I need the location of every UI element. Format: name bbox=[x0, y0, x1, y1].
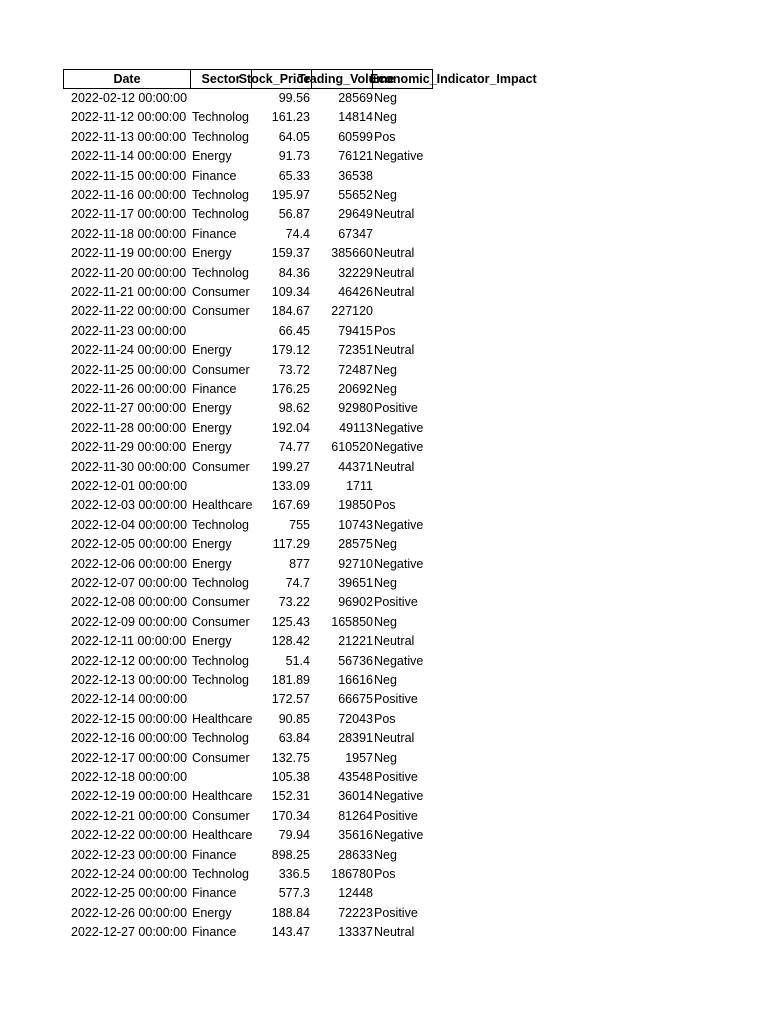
header-trading-volume[interactable]: Trading_Volume bbox=[311, 69, 373, 89]
cell-trading-volume[interactable]: 16616 bbox=[338, 673, 373, 687]
cell-sector[interactable]: Finance bbox=[192, 382, 237, 396]
cell-stock-price[interactable]: 64.05 bbox=[278, 129, 310, 144]
cell-impact[interactable]: Neutral bbox=[374, 207, 415, 222]
cell-sector[interactable]: Technolog bbox=[192, 867, 249, 881]
cell-sector[interactable]: Healthcare bbox=[192, 789, 253, 804]
cell-trading-volume[interactable]: 55652 bbox=[338, 188, 373, 202]
table-row bbox=[63, 768, 483, 787]
cell-stock-price[interactable]: 74.4 bbox=[285, 226, 310, 241]
table-row bbox=[63, 477, 483, 496]
cell-impact[interactable]: Negative bbox=[374, 828, 424, 843]
cell-stock-price[interactable]: 755 bbox=[289, 517, 310, 532]
cell-date[interactable]: 2022-11-27 00:00:00 bbox=[71, 401, 187, 416]
cell-stock-price[interactable]: 159.37 bbox=[271, 246, 310, 261]
cell-stock-price[interactable]: 877 bbox=[289, 556, 310, 571]
cell-impact[interactable]: Positive bbox=[374, 692, 418, 707]
cell-date[interactable]: 2022-12-03 00:00:00 bbox=[71, 498, 188, 513]
table-row bbox=[63, 496, 483, 515]
cell-stock-price[interactable]: 91.73 bbox=[278, 149, 310, 164]
cell-sector[interactable]: Healthcare bbox=[192, 711, 253, 726]
cell-impact[interactable]: Neutral bbox=[374, 459, 415, 474]
cell-stock-price[interactable]: 98.62 bbox=[278, 401, 310, 416]
cell-date[interactable]: 2022-12-18 00:00:00 bbox=[71, 770, 188, 784]
table-row bbox=[63, 322, 483, 341]
table-row bbox=[63, 108, 483, 127]
cell-date[interactable]: 2022-02-12 00:00:00 bbox=[71, 91, 188, 105]
cell-stock-price[interactable]: 109.34 bbox=[271, 285, 310, 299]
cell-sector[interactable]: Healthcare bbox=[192, 498, 253, 513]
table-row bbox=[63, 283, 483, 302]
cell-stock-price[interactable]: 181.89 bbox=[271, 673, 310, 687]
cell-sector[interactable]: Energy bbox=[192, 556, 232, 571]
cell-stock-price[interactable]: 143.47 bbox=[271, 925, 310, 940]
cell-impact[interactable]: Neutral bbox=[374, 731, 415, 746]
cell-date[interactable]: 2022-11-13 00:00:00 bbox=[71, 129, 187, 144]
cell-impact[interactable]: Neg bbox=[374, 188, 397, 202]
table-row bbox=[63, 555, 483, 574]
cell-stock-price[interactable]: 99.56 bbox=[278, 91, 310, 105]
cell-stock-price[interactable]: 898.25 bbox=[271, 847, 310, 862]
table-row bbox=[63, 302, 483, 321]
cell-sector[interactable]: Consumer bbox=[192, 362, 250, 377]
cell-stock-price[interactable]: 172.57 bbox=[271, 692, 310, 707]
cell-sector[interactable]: Energy bbox=[192, 634, 232, 649]
table-row bbox=[63, 341, 483, 360]
table-row bbox=[63, 167, 483, 186]
cell-impact[interactable]: Neutral bbox=[374, 285, 415, 299]
table-row bbox=[63, 244, 483, 263]
cell-trading-volume[interactable]: 1711 bbox=[346, 479, 373, 493]
cell-impact[interactable]: Negative bbox=[374, 149, 424, 164]
cell-sector[interactable]: Technolog bbox=[192, 673, 249, 687]
header-date[interactable]: Date bbox=[63, 69, 191, 89]
table-row bbox=[63, 884, 483, 903]
cell-trading-volume[interactable]: 66675 bbox=[338, 692, 373, 707]
cell-date[interactable]: 2022-12-14 00:00:00 bbox=[71, 692, 188, 707]
cell-trading-volume[interactable]: 72043 bbox=[338, 711, 373, 726]
table-row bbox=[63, 923, 483, 942]
cell-date[interactable]: 2022-12-16 00:00:00 bbox=[71, 731, 188, 746]
cell-stock-price[interactable]: 125.43 bbox=[271, 614, 310, 629]
table-row bbox=[63, 865, 483, 884]
cell-trading-volume[interactable]: 28633 bbox=[338, 847, 373, 862]
cell-impact[interactable]: Neg bbox=[374, 673, 397, 687]
header-economic-indicator-impact-label: Economic_Indicator_Impact bbox=[370, 72, 537, 86]
table-row bbox=[63, 419, 483, 438]
table-row bbox=[63, 729, 483, 748]
cell-trading-volume[interactable]: 165850 bbox=[331, 614, 373, 629]
cell-date[interactable]: 2022-11-26 00:00:00 bbox=[71, 382, 187, 396]
cell-impact[interactable]: Negative bbox=[374, 517, 424, 532]
cell-date[interactable]: 2022-11-20 00:00:00 bbox=[71, 265, 187, 280]
cell-impact[interactable]: Negative bbox=[374, 440, 424, 455]
cell-stock-price[interactable]: 73.72 bbox=[278, 362, 310, 377]
cell-date[interactable]: 2022-11-23 00:00:00 bbox=[71, 323, 187, 338]
cell-impact[interactable]: Neg bbox=[374, 576, 397, 590]
cell-trading-volume[interactable]: 92710 bbox=[338, 556, 373, 571]
cell-impact[interactable]: Negative bbox=[374, 653, 424, 668]
cell-sector[interactable]: Technolog bbox=[192, 576, 249, 590]
cell-trading-volume[interactable]: 49113 bbox=[339, 420, 373, 435]
table-row bbox=[63, 89, 483, 108]
cell-impact[interactable]: Neg bbox=[374, 362, 397, 377]
cell-stock-price[interactable]: 74.7 bbox=[285, 576, 310, 590]
cell-stock-price[interactable]: 63.84 bbox=[278, 731, 310, 746]
cell-trading-volume[interactable]: 10743 bbox=[338, 517, 373, 532]
header-stock-price[interactable]: Stock_Price bbox=[251, 69, 312, 89]
cell-trading-volume[interactable]: 28391 bbox=[338, 731, 373, 746]
cell-sector[interactable]: Energy bbox=[192, 440, 232, 455]
cell-stock-price[interactable]: 65.33 bbox=[278, 168, 310, 183]
cell-date[interactable]: 2022-11-18 00:00:00 bbox=[71, 226, 187, 241]
cell-sector[interactable]: Consumer bbox=[192, 614, 250, 629]
cell-date[interactable]: 2022-12-23 00:00:00 bbox=[71, 847, 188, 862]
table-row bbox=[63, 690, 483, 709]
cell-impact[interactable]: Positive bbox=[374, 808, 418, 823]
cell-trading-volume[interactable]: 72351 bbox=[338, 343, 373, 358]
cell-impact[interactable]: Negative bbox=[374, 789, 424, 804]
table-row bbox=[63, 380, 483, 399]
cell-stock-price[interactable]: 74.77 bbox=[278, 440, 310, 455]
cell-stock-price[interactable]: 199.27 bbox=[271, 459, 310, 474]
cell-impact[interactable]: Positive bbox=[374, 770, 418, 784]
table-row bbox=[63, 749, 483, 768]
cell-stock-price[interactable]: 192.04 bbox=[271, 420, 310, 435]
table-row bbox=[63, 399, 483, 418]
cell-date[interactable]: 2022-11-29 00:00:00 bbox=[71, 440, 187, 455]
cell-impact[interactable]: Pos bbox=[374, 323, 396, 338]
cell-impact[interactable]: Pos bbox=[374, 498, 396, 513]
cell-stock-price[interactable]: 179.12 bbox=[271, 343, 310, 358]
cell-stock-price[interactable]: 90.85 bbox=[278, 711, 310, 726]
cell-stock-price[interactable]: 184.67 bbox=[271, 304, 310, 319]
cell-sector[interactable]: Consumer bbox=[192, 459, 250, 474]
cell-date[interactable]: 2022-11-24 00:00:00 bbox=[71, 343, 187, 358]
table-row bbox=[63, 632, 483, 651]
cell-sector[interactable]: Technolog bbox=[192, 129, 249, 144]
table-row bbox=[63, 904, 483, 923]
cell-trading-volume[interactable]: 79415 bbox=[338, 323, 373, 338]
cell-stock-price[interactable]: 84.36 bbox=[278, 265, 310, 280]
cell-impact[interactable]: Positive bbox=[374, 595, 418, 610]
cell-date[interactable]: 2022-11-28 00:00:00 bbox=[71, 420, 187, 435]
cell-stock-price[interactable]: 51.4 bbox=[285, 653, 310, 668]
cell-sector[interactable]: Finance bbox=[192, 168, 237, 183]
cell-impact[interactable]: Pos bbox=[374, 867, 396, 881]
cell-trading-volume[interactable]: 227120 bbox=[331, 304, 373, 319]
cell-impact[interactable]: Neutral bbox=[374, 246, 415, 261]
cell-date[interactable]: 2022-12-13 00:00:00 bbox=[71, 673, 188, 687]
cell-sector[interactable]: Energy bbox=[192, 420, 232, 435]
cell-stock-price[interactable]: 161.23 bbox=[271, 110, 310, 125]
table-row bbox=[63, 225, 483, 244]
table-row bbox=[63, 787, 483, 806]
cell-sector[interactable]: Technolog bbox=[192, 110, 249, 125]
table-row bbox=[63, 186, 483, 205]
cell-trading-volume[interactable]: 76121 bbox=[338, 149, 373, 164]
cell-sector[interactable]: Consumer bbox=[192, 595, 250, 610]
cell-sector[interactable]: Energy bbox=[192, 343, 232, 358]
table-row bbox=[63, 438, 483, 457]
header-economic-indicator-impact[interactable] bbox=[370, 69, 537, 89]
cell-sector[interactable]: Consumer bbox=[192, 304, 250, 319]
cell-trading-volume[interactable]: 35616 bbox=[338, 828, 373, 843]
cell-stock-price[interactable]: 167.69 bbox=[271, 498, 310, 513]
cell-stock-price[interactable]: 195.97 bbox=[271, 188, 310, 202]
table-row bbox=[63, 535, 483, 554]
cell-date[interactable]: 2022-12-06 00:00:00 bbox=[71, 556, 188, 571]
cell-date[interactable]: 2022-11-12 00:00:00 bbox=[71, 110, 187, 125]
cell-impact[interactable]: Pos bbox=[374, 129, 396, 144]
cell-sector[interactable]: Energy bbox=[192, 401, 232, 416]
cell-sector[interactable]: Finance bbox=[192, 226, 237, 241]
cell-stock-price[interactable]: 176.25 bbox=[271, 382, 310, 396]
table-row bbox=[63, 826, 483, 845]
table-row bbox=[63, 361, 483, 380]
cell-trading-volume[interactable]: 19850 bbox=[338, 498, 373, 513]
cell-sector[interactable]: Finance bbox=[192, 925, 237, 940]
cell-trading-volume[interactable]: 92980 bbox=[338, 401, 373, 416]
cell-impact[interactable]: Neutral bbox=[374, 265, 415, 280]
table-row bbox=[63, 458, 483, 477]
cell-impact[interactable]: Neutral bbox=[374, 343, 415, 358]
cell-sector[interactable]: Energy bbox=[192, 149, 232, 164]
cell-date[interactable]: 2022-12-17 00:00:00 bbox=[71, 750, 188, 765]
cell-date[interactable]: 2022-11-22 00:00:00 bbox=[71, 304, 187, 319]
table-row bbox=[63, 593, 483, 612]
cell-stock-price[interactable]: 170.34 bbox=[271, 808, 310, 823]
cell-trading-volume[interactable]: 81264 bbox=[338, 808, 373, 823]
cell-impact[interactable]: Neutral bbox=[374, 925, 415, 940]
table-row bbox=[63, 574, 483, 593]
cell-date[interactable]: 2022-12-01 00:00:00 bbox=[71, 479, 188, 493]
cell-trading-volume[interactable]: 13337 bbox=[338, 925, 373, 940]
cell-date[interactable]: 2022-12-27 00:00:00 bbox=[71, 925, 188, 940]
cell-trading-volume[interactable]: 21221 bbox=[338, 634, 373, 649]
cell-trading-volume[interactable]: 46426 bbox=[338, 285, 373, 299]
cell-stock-price[interactable]: 56.87 bbox=[278, 207, 310, 222]
cell-trading-volume[interactable]: 39651 bbox=[338, 576, 373, 590]
cell-date[interactable]: 2022-11-19 00:00:00 bbox=[71, 246, 187, 261]
cell-trading-volume[interactable]: 14814 bbox=[338, 110, 373, 125]
cell-trading-volume[interactable]: 610520 bbox=[331, 440, 373, 455]
cell-date[interactable]: 2022-12-24 00:00:00 bbox=[71, 867, 188, 881]
cell-date[interactable]: 2022-12-09 00:00:00 bbox=[71, 614, 188, 629]
cell-trading-volume[interactable]: 56736 bbox=[338, 653, 373, 668]
cell-sector[interactable]: Healthcare bbox=[192, 828, 253, 843]
cell-stock-price[interactable]: 73.22 bbox=[278, 595, 310, 610]
cell-trading-volume[interactable]: 29649 bbox=[338, 207, 373, 222]
cell-impact[interactable]: Neg bbox=[374, 91, 397, 105]
cell-sector[interactable]: Technolog bbox=[192, 265, 249, 280]
cell-date[interactable]: 2022-12-07 00:00:00 bbox=[71, 576, 188, 590]
cell-trading-volume[interactable]: 12448 bbox=[338, 886, 373, 901]
cell-sector[interactable]: Consumer bbox=[192, 750, 250, 765]
cell-date[interactable]: 2022-11-30 00:00:00 bbox=[71, 459, 187, 474]
cell-stock-price[interactable]: 66.45 bbox=[278, 323, 310, 338]
cell-trading-volume[interactable]: 1957 bbox=[345, 750, 373, 765]
cell-trading-volume[interactable]: 32229 bbox=[338, 265, 373, 280]
cell-impact[interactable]: Neg bbox=[374, 110, 397, 125]
cell-sector[interactable]: Consumer bbox=[192, 285, 250, 299]
cell-date[interactable]: 2022-12-12 00:00:00 bbox=[71, 653, 188, 668]
cell-impact[interactable]: Neutral bbox=[374, 634, 415, 649]
cell-sector[interactable]: Energy bbox=[192, 537, 232, 552]
table-row bbox=[63, 205, 483, 224]
cell-stock-price[interactable]: 152.31 bbox=[271, 789, 310, 804]
cell-trading-volume[interactable]: 67347 bbox=[338, 226, 373, 241]
cell-sector[interactable]: Energy bbox=[192, 246, 232, 261]
cell-sector[interactable]: Technolog bbox=[192, 653, 249, 668]
table-row bbox=[63, 652, 483, 671]
cell-impact[interactable]: Negative bbox=[374, 420, 424, 435]
cell-sector[interactable]: Energy bbox=[192, 905, 232, 920]
cell-stock-price[interactable]: 128.42 bbox=[271, 634, 310, 649]
cell-impact[interactable]: Neg bbox=[374, 750, 397, 765]
cell-trading-volume[interactable]: 28569 bbox=[338, 91, 373, 105]
cell-date[interactable]: 2022-11-15 00:00:00 bbox=[71, 168, 187, 183]
cell-sector[interactable]: Technolog bbox=[192, 731, 249, 746]
cell-impact[interactable]: Pos bbox=[374, 711, 396, 726]
table-row bbox=[63, 147, 483, 166]
cell-stock-price[interactable]: 133.09 bbox=[271, 479, 310, 493]
table-row bbox=[63, 710, 483, 729]
cell-date[interactable]: 2022-12-19 00:00:00 bbox=[71, 789, 188, 804]
cell-stock-price[interactable]: 336.5 bbox=[278, 867, 310, 881]
cell-date[interactable]: 2022-12-26 00:00:00 bbox=[71, 905, 188, 920]
cell-sector[interactable]: Technolog bbox=[192, 207, 249, 222]
cell-date[interactable]: 2022-11-21 00:00:00 bbox=[71, 285, 187, 299]
cell-impact[interactable]: Neg bbox=[374, 614, 397, 629]
cell-trading-volume[interactable]: 20692 bbox=[338, 382, 373, 396]
cell-trading-volume[interactable]: 72223 bbox=[338, 905, 373, 920]
cell-date[interactable]: 2022-12-11 00:00:00 bbox=[71, 634, 187, 649]
cell-date[interactable]: 2022-12-05 00:00:00 bbox=[71, 537, 188, 552]
cell-trading-volume[interactable]: 385660 bbox=[331, 246, 373, 261]
cell-trading-volume[interactable]: 36538 bbox=[338, 168, 373, 183]
cell-sector[interactable]: Technolog bbox=[192, 517, 249, 532]
cell-impact[interactable]: Negative bbox=[374, 556, 424, 571]
cell-date[interactable]: 2022-11-16 00:00:00 bbox=[71, 188, 187, 202]
table-row bbox=[63, 516, 483, 535]
cell-stock-price[interactable]: 188.84 bbox=[271, 905, 310, 920]
cell-impact[interactable]: Neg bbox=[374, 382, 397, 396]
table-row bbox=[63, 807, 483, 826]
cell-stock-price[interactable]: 132.75 bbox=[271, 750, 310, 765]
cell-trading-volume[interactable]: 44371 bbox=[338, 459, 373, 474]
cell-trading-volume[interactable]: 28575 bbox=[338, 537, 373, 552]
cell-stock-price[interactable]: 79.94 bbox=[278, 828, 310, 843]
cell-date[interactable]: 2022-12-22 00:00:00 bbox=[71, 828, 188, 843]
cell-date[interactable]: 2022-12-25 00:00:00 bbox=[71, 886, 188, 901]
cell-impact[interactable]: Neg bbox=[374, 537, 397, 552]
cell-sector[interactable]: Finance bbox=[192, 847, 237, 862]
cell-trading-volume[interactable]: 96902 bbox=[338, 595, 373, 610]
cell-trading-volume[interactable]: 43548 bbox=[338, 770, 373, 784]
cell-impact[interactable]: Positive bbox=[374, 905, 418, 920]
cell-sector[interactable]: Finance bbox=[192, 886, 237, 901]
cell-date[interactable]: 2022-11-17 00:00:00 bbox=[71, 207, 187, 222]
cell-sector[interactable]: Technolog bbox=[192, 188, 249, 202]
cell-stock-price[interactable]: 577.3 bbox=[278, 886, 310, 901]
table-row bbox=[63, 264, 483, 283]
cell-date[interactable]: 2022-12-04 00:00:00 bbox=[71, 517, 188, 532]
cell-date[interactable]: 2022-12-15 00:00:00 bbox=[71, 711, 188, 726]
cell-impact[interactable]: Positive bbox=[374, 401, 418, 416]
cell-date[interactable]: 2022-12-21 00:00:00 bbox=[71, 808, 188, 823]
table-row bbox=[63, 128, 483, 147]
header-sector[interactable]: Sector bbox=[190, 69, 252, 89]
cell-stock-price[interactable]: 117.29 bbox=[272, 537, 310, 552]
cell-trading-volume[interactable]: 36014 bbox=[338, 789, 373, 804]
cell-stock-price[interactable]: 105.38 bbox=[271, 770, 310, 784]
table-row bbox=[63, 671, 483, 690]
cell-date[interactable]: 2022-11-25 00:00:00 bbox=[71, 362, 187, 377]
cell-sector[interactable]: Consumer bbox=[192, 808, 250, 823]
cell-impact[interactable]: Neg bbox=[374, 847, 397, 862]
table-row bbox=[63, 613, 483, 632]
cell-date[interactable]: 2022-11-14 00:00:00 bbox=[71, 149, 187, 164]
cell-trading-volume[interactable]: 186780 bbox=[331, 867, 373, 881]
cell-trading-volume[interactable]: 72487 bbox=[338, 362, 373, 377]
table-row bbox=[63, 846, 483, 865]
cell-trading-volume[interactable]: 60599 bbox=[338, 129, 373, 144]
cell-date[interactable]: 2022-12-08 00:00:00 bbox=[71, 595, 188, 610]
